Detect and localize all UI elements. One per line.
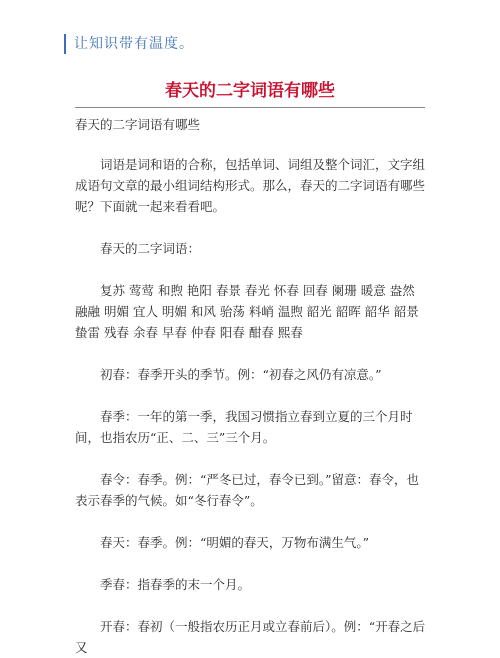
paragraph-kaichun: 开春：春初（一般指农历正月或立春前后）。例：“开春之后又: [75, 619, 426, 655]
paragraph-jichun: 季春：指春季的末一个月。: [100, 577, 251, 592]
paragraph-chunling: 春令：春季。例：“严冬已过，春令已到。”留意：春令，也表示春季的气候。如“冬行春令”。: [75, 472, 420, 508]
paragraph-chuchun: 初春：春季开头的季节。例：“初春之风仍有凉意。”: [100, 367, 382, 382]
site-slogan: 让知识带有温度。: [64, 34, 194, 54]
paragraph-heading: 春天的二字词语：: [100, 241, 201, 256]
article-body: [75, 114, 427, 658]
paragraph-chuntian: 春天：春季。例：“明媚的春天，万物布满生气。”: [100, 535, 370, 550]
paragraph-chunji: 春季：一年的第一季，我国习惯指立春到立夏的三个月时间，也指农历“正、二、三”三个月。: [75, 409, 413, 445]
article-subtitle: 春天的二字词语有哪些: [75, 117, 201, 132]
paragraph-intro: 词语是词和语的合称，包括单词、词组及整个词汇，文字组成语句文章的最小组词结构形式。那么，春天的二字词语有哪些呢？下面就一起来看看吧。: [75, 157, 426, 214]
paragraph-word-list: 复苏 莺莺 和煦 艳阳 春景 春光 怀春 回春 阑珊 暖意 盎然 融融 明媚 宜人 明媚 和风 骀荡 料峭 温煦 韶光 韶晖 韶华 韶景 蛰雷 残春 余春 早春 仲春 阳春 酣春 熙春: [75, 283, 419, 340]
article-title: 春天的二字词语有哪些: [165, 81, 335, 101]
title-divider: [75, 107, 425, 108]
